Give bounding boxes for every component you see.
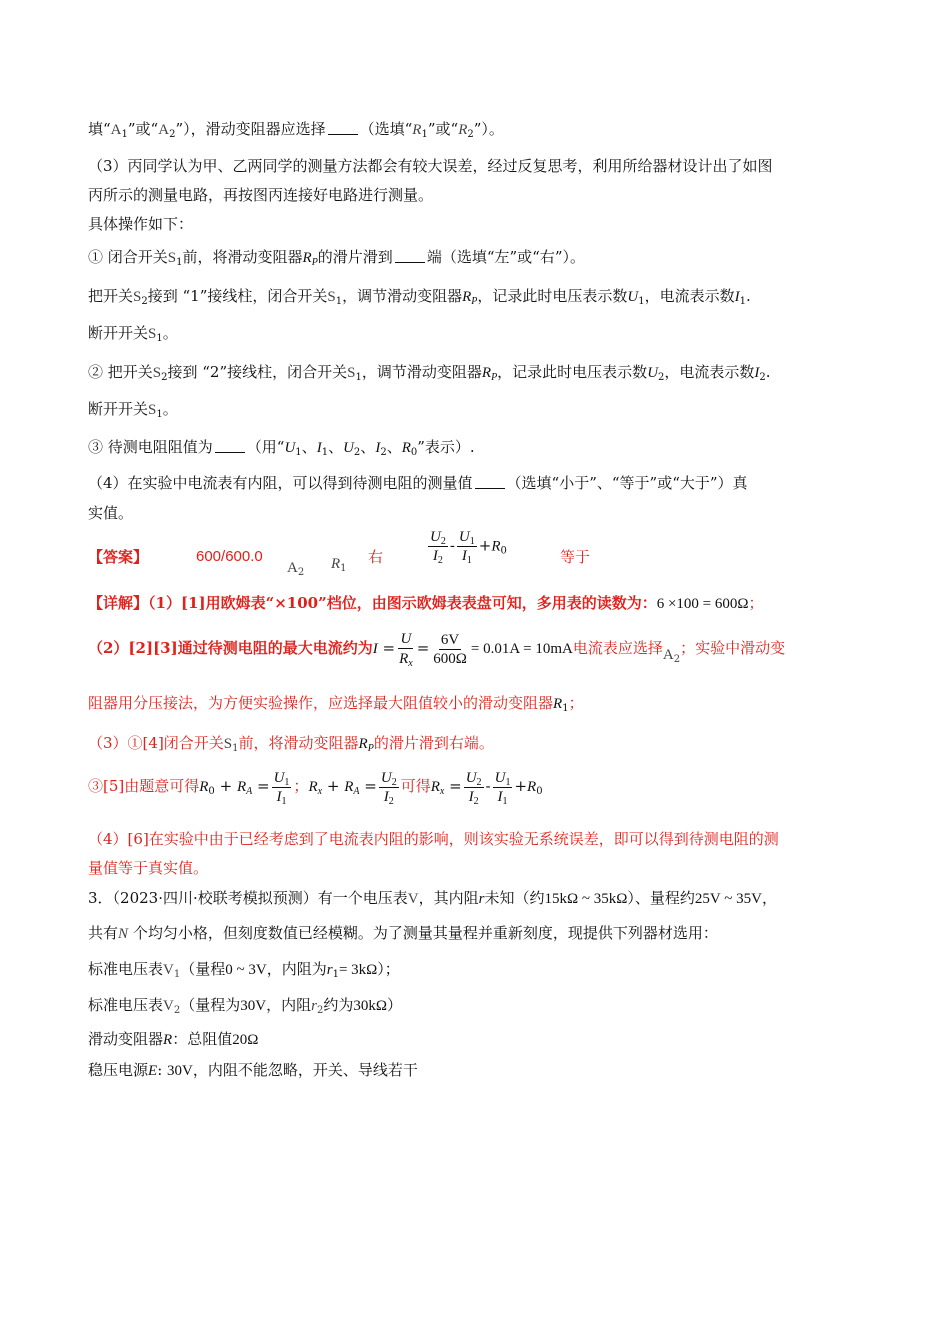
text: ；实验中滑动变 [680,639,786,657]
text: ，记录此时电压表示数 [477,287,628,305]
symbol-i: I [383,788,389,805]
subscript: P [311,257,318,268]
symbol-s: S [148,402,157,418]
subscript: x [408,658,413,669]
q3-line4 [88,994,402,1017]
text: ）、量程约 [627,889,695,907]
formula: = 0.01A = 10mA [470,641,573,657]
formula: = 3kΩ [338,962,378,978]
symbol-r: R [331,556,341,572]
symbol-s: S [223,736,233,752]
formula: 30kΩ [353,998,387,1014]
subscript: 0 [410,447,418,458]
symbol-r: R [553,696,563,712]
text: ”）。 [473,120,504,138]
answer-label: 【答案】 [88,548,149,566]
line-part4 [88,472,748,494]
symbol-r: R [491,538,501,555]
text: 。 [162,400,178,418]
detail-part4-cont: 量值等于真实值。 [88,859,209,877]
text: ，电流表示数 [664,363,755,381]
text: 电流表应选择 [572,639,663,657]
subscript: 2 [391,776,397,788]
answer-blank [328,120,358,135]
line-step1-detail [88,285,751,308]
subscript: 1 [121,129,128,140]
text: ； [293,777,309,795]
subscript: 1 [295,447,302,458]
operator: = [382,639,396,657]
symbol-s: S [148,326,157,342]
subscript: A [353,786,360,797]
detail-part3-formula [88,766,543,807]
symbol-u2: U [343,440,354,456]
symbol-a1: A [110,122,122,138]
symbol-r: R [199,779,209,795]
symbol-r2: R [458,122,468,138]
subscript: 1 [502,795,508,807]
answer-3 [331,552,347,575]
text: : [157,1061,163,1079]
text: 未知（约 [484,889,545,907]
subscript: 0 [500,545,507,557]
subscript: 2 [658,372,665,383]
line-step1 [88,246,585,269]
symbol-i: I [754,365,760,381]
subscript: 2 [297,567,305,578]
answer-1: 600/600.0 [196,548,263,565]
symbol-r: r [311,998,317,1014]
text: 把开关 [88,287,134,305]
symbol-s2: S [152,365,162,381]
text: ）； [377,960,400,978]
text: 的滑片滑到右端。 [373,734,494,752]
subscript: 1 [421,129,428,140]
text: ； [568,694,584,712]
operator: = [364,777,377,795]
text: ，调节滑动变阻器 [342,287,463,305]
operator: = [257,777,270,795]
answer-blank [215,438,245,453]
symbol-a2: A [158,122,170,138]
subscript: 1 [332,969,339,980]
symbol-u: U [494,769,506,786]
text: 个均匀小格，但刻度数值已经模糊。为了测量其量程并重新刻度，现提供下列器材选用： [132,924,718,942]
text: ，内阻 [266,996,312,1014]
symbol-r: R [308,779,318,795]
symbol-s1: S [327,289,336,305]
text: 断开开关 [88,400,149,418]
symbol-s: S [167,250,177,266]
symbol-i: I [497,788,503,805]
symbol-v: V [407,891,419,907]
text: 阻器用分压接法，为方便实验操作，应选择最大阻值较小的滑动变阻器 [88,694,554,712]
operator: - [449,536,455,555]
subscript: 2 [388,795,394,807]
answer-6: 等于 [560,548,591,566]
q3-line3 [88,958,400,981]
symbol-r: r [326,962,333,978]
symbol-r: R [344,779,354,795]
subscript: 1 [284,776,290,788]
subscript: 2 [473,795,479,807]
line-part3-intro-cont: 丙所示的测量电路，再按图丙连接好电路进行测量。 [88,186,434,204]
text: （4）在实验中电流表有内阻，可以得到待测电阻的测量值 [88,474,473,492]
answer-blank [395,248,425,263]
text: 标准电压表 [88,996,164,1014]
text: . [765,363,771,381]
text: 共有 [88,924,119,942]
subscript: 1 [466,555,472,566]
subscript: 1 [232,743,239,754]
subscript: 1 [281,795,287,807]
text: ，调节滑动变阻器 [361,363,482,381]
subscript: 2 [440,536,446,547]
text: （用“ [246,438,285,456]
text: ，内阻为 [266,960,327,978]
subscript: 2 [476,776,482,788]
text: （选填“小于”、“等于”或“大于”）真 [506,474,748,492]
numerator: 6V [440,631,460,648]
q3-line5 [88,1028,258,1051]
text: 约为 [323,996,354,1014]
symbol-r1: R [412,122,422,138]
symbol-r: R [358,736,368,752]
operator: - [485,777,491,795]
subscript: 1 [469,536,475,547]
text: （量程 [180,960,226,978]
subscript: 2 [169,129,176,140]
symbol-r: R [302,250,312,266]
subscript: 2 [759,372,766,383]
symbol-s1: S [347,365,356,381]
subscript: 2 [467,129,474,140]
answer-4: 右 [368,548,384,566]
symbol-v: V [163,962,174,978]
subscript: 0 [536,786,543,797]
line-part3-intro: （3）丙同学认为甲、乙两同学的测量方法都会有较大误差，经过反复思考，利用所给器材设计出了如图 [88,157,773,175]
subscript: 1 [321,447,329,458]
symbol-i: I [734,289,740,305]
symbol-s2: S [133,289,142,305]
text: 【详解】（1）[1]用欧姆表“×100”档位，由图示欧姆表表盘可知，多用表的读数为： [88,594,657,612]
symbol-a: A [287,560,298,576]
text: 前，将滑动变阻器 [238,734,359,752]
text: ③[5]由题意可得 [88,777,200,795]
operator: + [478,536,492,555]
subscript: 1 [176,257,183,268]
q3-line2 [88,922,718,945]
symbol-r: R [236,779,247,795]
symbol-u: U [458,529,470,545]
subscript: 1 [562,703,569,714]
formula: 30V [167,1063,193,1079]
symbol-u: U [380,769,392,786]
detail-part2 [88,630,785,668]
subscript: P [491,372,498,383]
symbol-u1: U [284,440,296,456]
text: ：总阻值 [172,1030,233,1048]
formula: 30V [240,998,267,1014]
formula: 15kΩ ~ 35kΩ [544,891,628,907]
text: 标准电压表 [88,960,164,978]
symbol-r: R [462,289,472,305]
subscript: P [471,296,478,307]
text: . [746,287,751,305]
subscript: 1 [638,296,645,307]
text: ， [761,889,777,907]
text: ”或“ [127,120,159,138]
q3-line1 [88,887,777,910]
text: 、 [301,438,317,456]
symbol-u: U [400,631,412,647]
subscript: A [246,786,253,797]
subscript: 1 [505,776,511,788]
symbol-i1: I [316,440,322,456]
symbol-a: A [662,647,674,663]
symbol-u: U [647,365,659,381]
text: ，内阻不能忽略，开关、导线若干 [192,1061,418,1079]
text: 前，将滑动变阻器 [182,248,303,266]
q3-line6 [88,1059,418,1082]
text: 稳压电源 [88,1061,149,1079]
line-step3 [88,436,475,459]
subscript: 1 [156,333,163,344]
text: 3．（2023·四川·校联考模拟预测）有一个电压表 [88,889,408,907]
symbol-r: R [430,779,440,795]
symbol-r: r [478,891,485,907]
subscript: 2 [316,1005,324,1016]
operator: + [514,777,528,795]
text: 接到 “1”接线柱，闭合开关 [147,287,328,305]
subscript: 2 [437,555,443,566]
formula: 6 ×100 = 600Ω [656,596,749,612]
symbol-i: I [461,548,467,564]
text: 断开开关 [88,324,149,342]
text: （2）[2][3]通过待测电阻的最大电流约为 [88,639,373,657]
text: ”表示）. [417,438,475,456]
symbol-r0: R [401,440,411,456]
detail-part2-cont [88,692,584,715]
detail-part3 [88,732,494,755]
text: ，其内阻 [418,889,479,907]
subscript: 1 [156,409,163,420]
symbol-u: U [430,529,441,545]
operator: = [449,777,462,795]
line-step2 [88,361,771,384]
symbol-u: U [627,289,639,305]
symbol-u: U [465,769,477,786]
detail-part4: （4）[6]在实验中由于已经考虑到了电流表内阻的影响，则该实验无系统误差，即可以得到待测电阻的测 [88,830,779,848]
text: 、 [328,438,344,456]
subscript: 2 [380,447,387,458]
operator: + [219,777,233,795]
text: 、 [386,438,402,456]
subscript: x [439,786,445,797]
subscript: 1 [739,296,747,307]
symbol-v: V [163,998,174,1014]
text: 的滑片滑到 [317,248,393,266]
symbol-n: N [118,926,129,942]
text: ，记录此时电压表示数 [497,363,648,381]
line-part4-cont: 实值。 [88,504,134,522]
text: 填“ [88,120,111,138]
formula: 25V ~ 35V [694,891,762,907]
text: 端（选填“左”或“右”）。 [426,248,585,266]
symbol-e: E [148,1063,158,1079]
symbol-r: R [527,779,537,795]
text: ③ 待测电阻阻值为 [88,438,213,456]
subscript: 1 [173,969,181,980]
line-steps-heading: 具体操作如下： [88,215,194,233]
symbol-r: R [481,365,492,381]
text: ① 闭合开关 [88,248,168,266]
text: ”或“ [427,120,459,138]
text: ，电流表示数 [644,287,735,305]
subscript: 1 [340,563,347,574]
operator: + [326,777,340,795]
subscript: x [317,786,323,797]
formula: 0 ~ 3V [225,962,267,978]
answer-5-formula [426,528,507,565]
subscript: 2 [161,372,168,383]
subscript: 2 [141,296,148,307]
answer-2 [287,556,304,579]
text: ② 把开关 [88,363,153,381]
subscript: 1 [335,296,343,307]
text: 。 [162,324,178,342]
symbol-i: I [276,788,282,805]
symbol-i: I [432,548,438,564]
subscript: 2 [673,654,681,665]
text: 滑动变阻器 [88,1030,164,1048]
text: ； [748,594,764,612]
symbol-r: R [163,1032,173,1048]
answer-blank [475,474,505,489]
text: ） [387,996,403,1014]
text: 、 [360,438,376,456]
symbol-i2: I [375,440,381,456]
text: （选填“ [359,120,413,138]
text: 可得 [400,777,431,795]
formula: 20Ω [232,1032,259,1048]
subscript: P [367,743,374,754]
text: ”），滑动变阻器应选择 [175,120,326,138]
text: （量程为 [180,996,241,1014]
detail-part1 [88,592,764,615]
line-select-ammeter [88,118,504,141]
symbol-i: I [372,641,378,657]
line-disconnect-1 [88,322,178,345]
subscript: 2 [353,447,361,458]
text: （3）①[4]闭合开关 [88,734,224,752]
text: 接到 “2”接线柱，闭合开关 [167,363,348,381]
subscript: 2 [173,1005,181,1016]
symbol-r: R [399,651,409,667]
subscript: 0 [208,786,215,797]
symbol-u: U [273,769,285,786]
line-disconnect-2 [88,398,178,421]
operator: = [416,639,430,657]
subscript: 1 [355,372,362,383]
denominator: 600Ω [433,650,467,667]
symbol-i: I [468,788,474,805]
